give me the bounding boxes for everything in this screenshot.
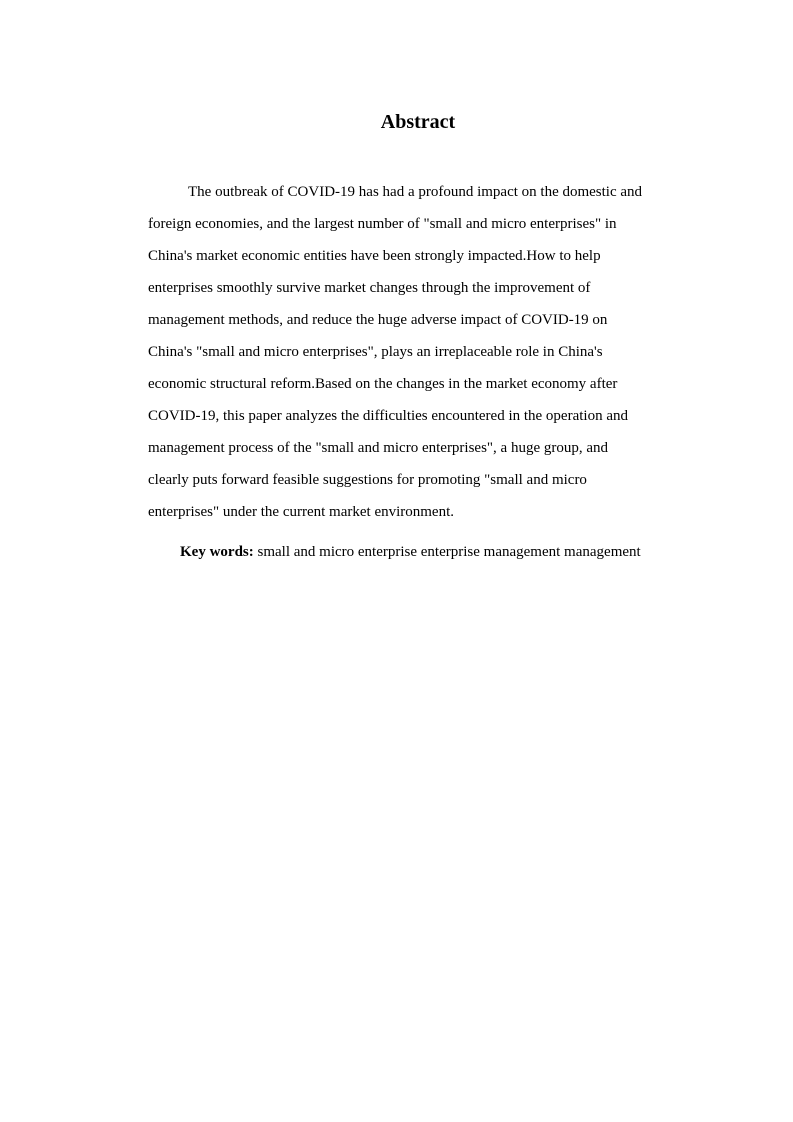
abstract-paragraph — [148, 176, 688, 528]
keywords-text: small and micro enterprise enterprise management management — [257, 544, 641, 560]
keywords-line — [180, 536, 740, 568]
abstract-line: China's "small and micro enterprises", plays an irreplaceable role in China's — [148, 344, 603, 360]
abstract-line: COVID-19, this paper analyzes the difficulties encountered in the operation and — [148, 408, 628, 424]
abstract-title: Abstract — [380, 111, 456, 133]
abstract-line: management process of the "small and micro enterprises", a huge group, and — [148, 440, 609, 456]
abstract-line: clearly puts forward feasible suggestions for promoting "small and micro — [148, 472, 587, 488]
keywords-label: Key words: — [180, 544, 254, 560]
abstract-line: The outbreak of COVID-19 has had a profound impact on the domestic and — [188, 184, 643, 200]
abstract-line: China's market economic entities have been strongly impacted.How to help — [148, 248, 601, 264]
abstract-line: foreign economies, and the largest number of "small and micro enterprises" in — [148, 216, 617, 232]
abstract-line: enterprises" under the current market environment. — [148, 504, 455, 520]
abstract-line: economic structural reform.Based on the changes in the market economy after — [148, 376, 618, 392]
abstract-line: enterprises smoothly survive market changes through the improvement of — [148, 280, 591, 296]
abstract-line: management methods, and reduce the huge adverse impact of COVID-19 on — [148, 312, 608, 328]
